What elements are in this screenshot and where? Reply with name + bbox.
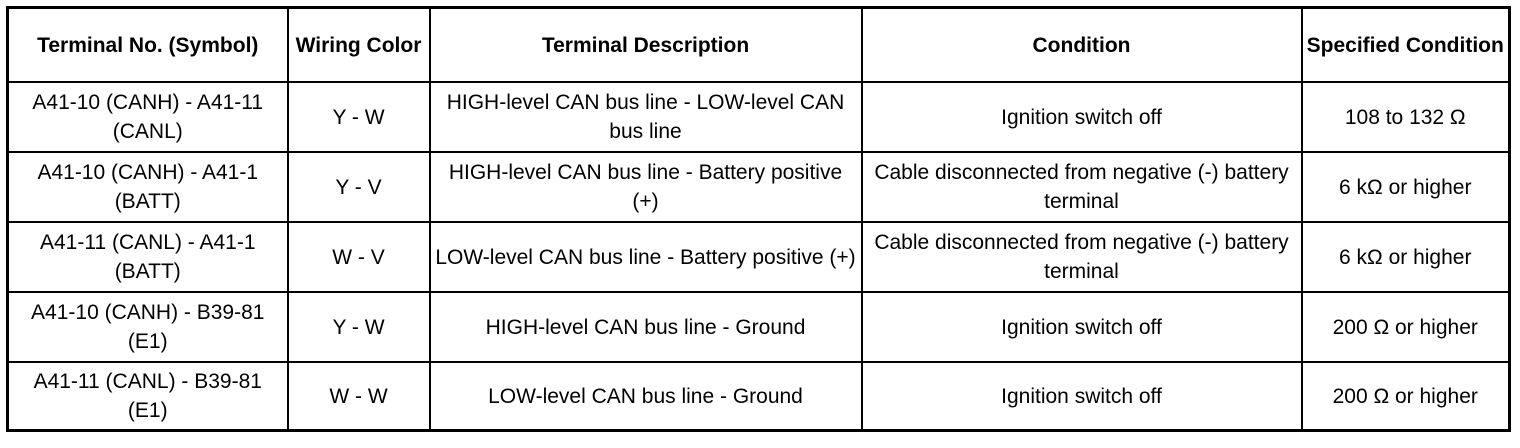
cell-terminal-no: A41-11 (CANL) - B39-81 (E1) [8, 362, 288, 431]
cell-terminal-description: HIGH-level CAN bus line - LOW-level CAN bus line [430, 82, 862, 152]
cell-terminal-description: HIGH-level CAN bus line - Ground [430, 292, 862, 362]
cell-wiring-color: W - V [288, 222, 430, 292]
cell-terminal-description: LOW-level CAN bus line - Battery positive (+) [430, 222, 862, 292]
header-terminal-description: Terminal Description [430, 8, 862, 83]
cell-terminal-description: LOW-level CAN bus line - Ground [430, 362, 862, 431]
cell-specified-condition: 6 kΩ or higher [1302, 152, 1510, 222]
cell-wiring-color: W - W [288, 362, 430, 431]
header-specified-condition: Specified Condition [1302, 8, 1510, 83]
cell-condition: Ignition switch off [862, 82, 1302, 152]
header-wiring-color: Wiring Color [288, 8, 430, 83]
table-row [8, 362, 1510, 431]
cell-specified-condition: 200 Ω or higher [1302, 362, 1510, 431]
cell-specified-condition: 200 Ω or higher [1302, 292, 1510, 362]
cell-terminal-description: HIGH-level CAN bus line - Battery positive (+) [430, 152, 862, 222]
cell-specified-condition: 6 kΩ or higher [1302, 222, 1510, 292]
cell-condition: Ignition switch off [862, 292, 1302, 362]
header-row [8, 8, 1510, 83]
spec-table-container [6, 6, 1511, 432]
cell-terminal-no: A41-10 (CANH) - B39-81 (E1) [8, 292, 288, 362]
cell-specified-condition: 108 to 132 Ω [1302, 82, 1510, 152]
cell-condition: Cable disconnected from negative (-) battery terminal [862, 222, 1302, 292]
table-row [8, 222, 1510, 292]
cell-wiring-color: Y - W [288, 82, 430, 152]
terminal-spec-table [6, 6, 1511, 432]
cell-condition: Ignition switch off [862, 362, 1302, 431]
cell-terminal-no: A41-10 (CANH) - A41-1 (BATT) [8, 152, 288, 222]
table-row [8, 152, 1510, 222]
header-terminal-no: Terminal No. (Symbol) [8, 8, 288, 83]
cell-condition: Cable disconnected from negative (-) battery terminal [862, 152, 1302, 222]
cell-terminal-no: A41-11 (CANL) - A41-1 (BATT) [8, 222, 288, 292]
cell-wiring-color: Y - W [288, 292, 430, 362]
cell-wiring-color: Y - V [288, 152, 430, 222]
cell-terminal-no: A41-10 (CANH) - A41-11 (CANL) [8, 82, 288, 152]
header-condition: Condition [862, 8, 1302, 83]
table-row [8, 82, 1510, 152]
table-row [8, 292, 1510, 362]
